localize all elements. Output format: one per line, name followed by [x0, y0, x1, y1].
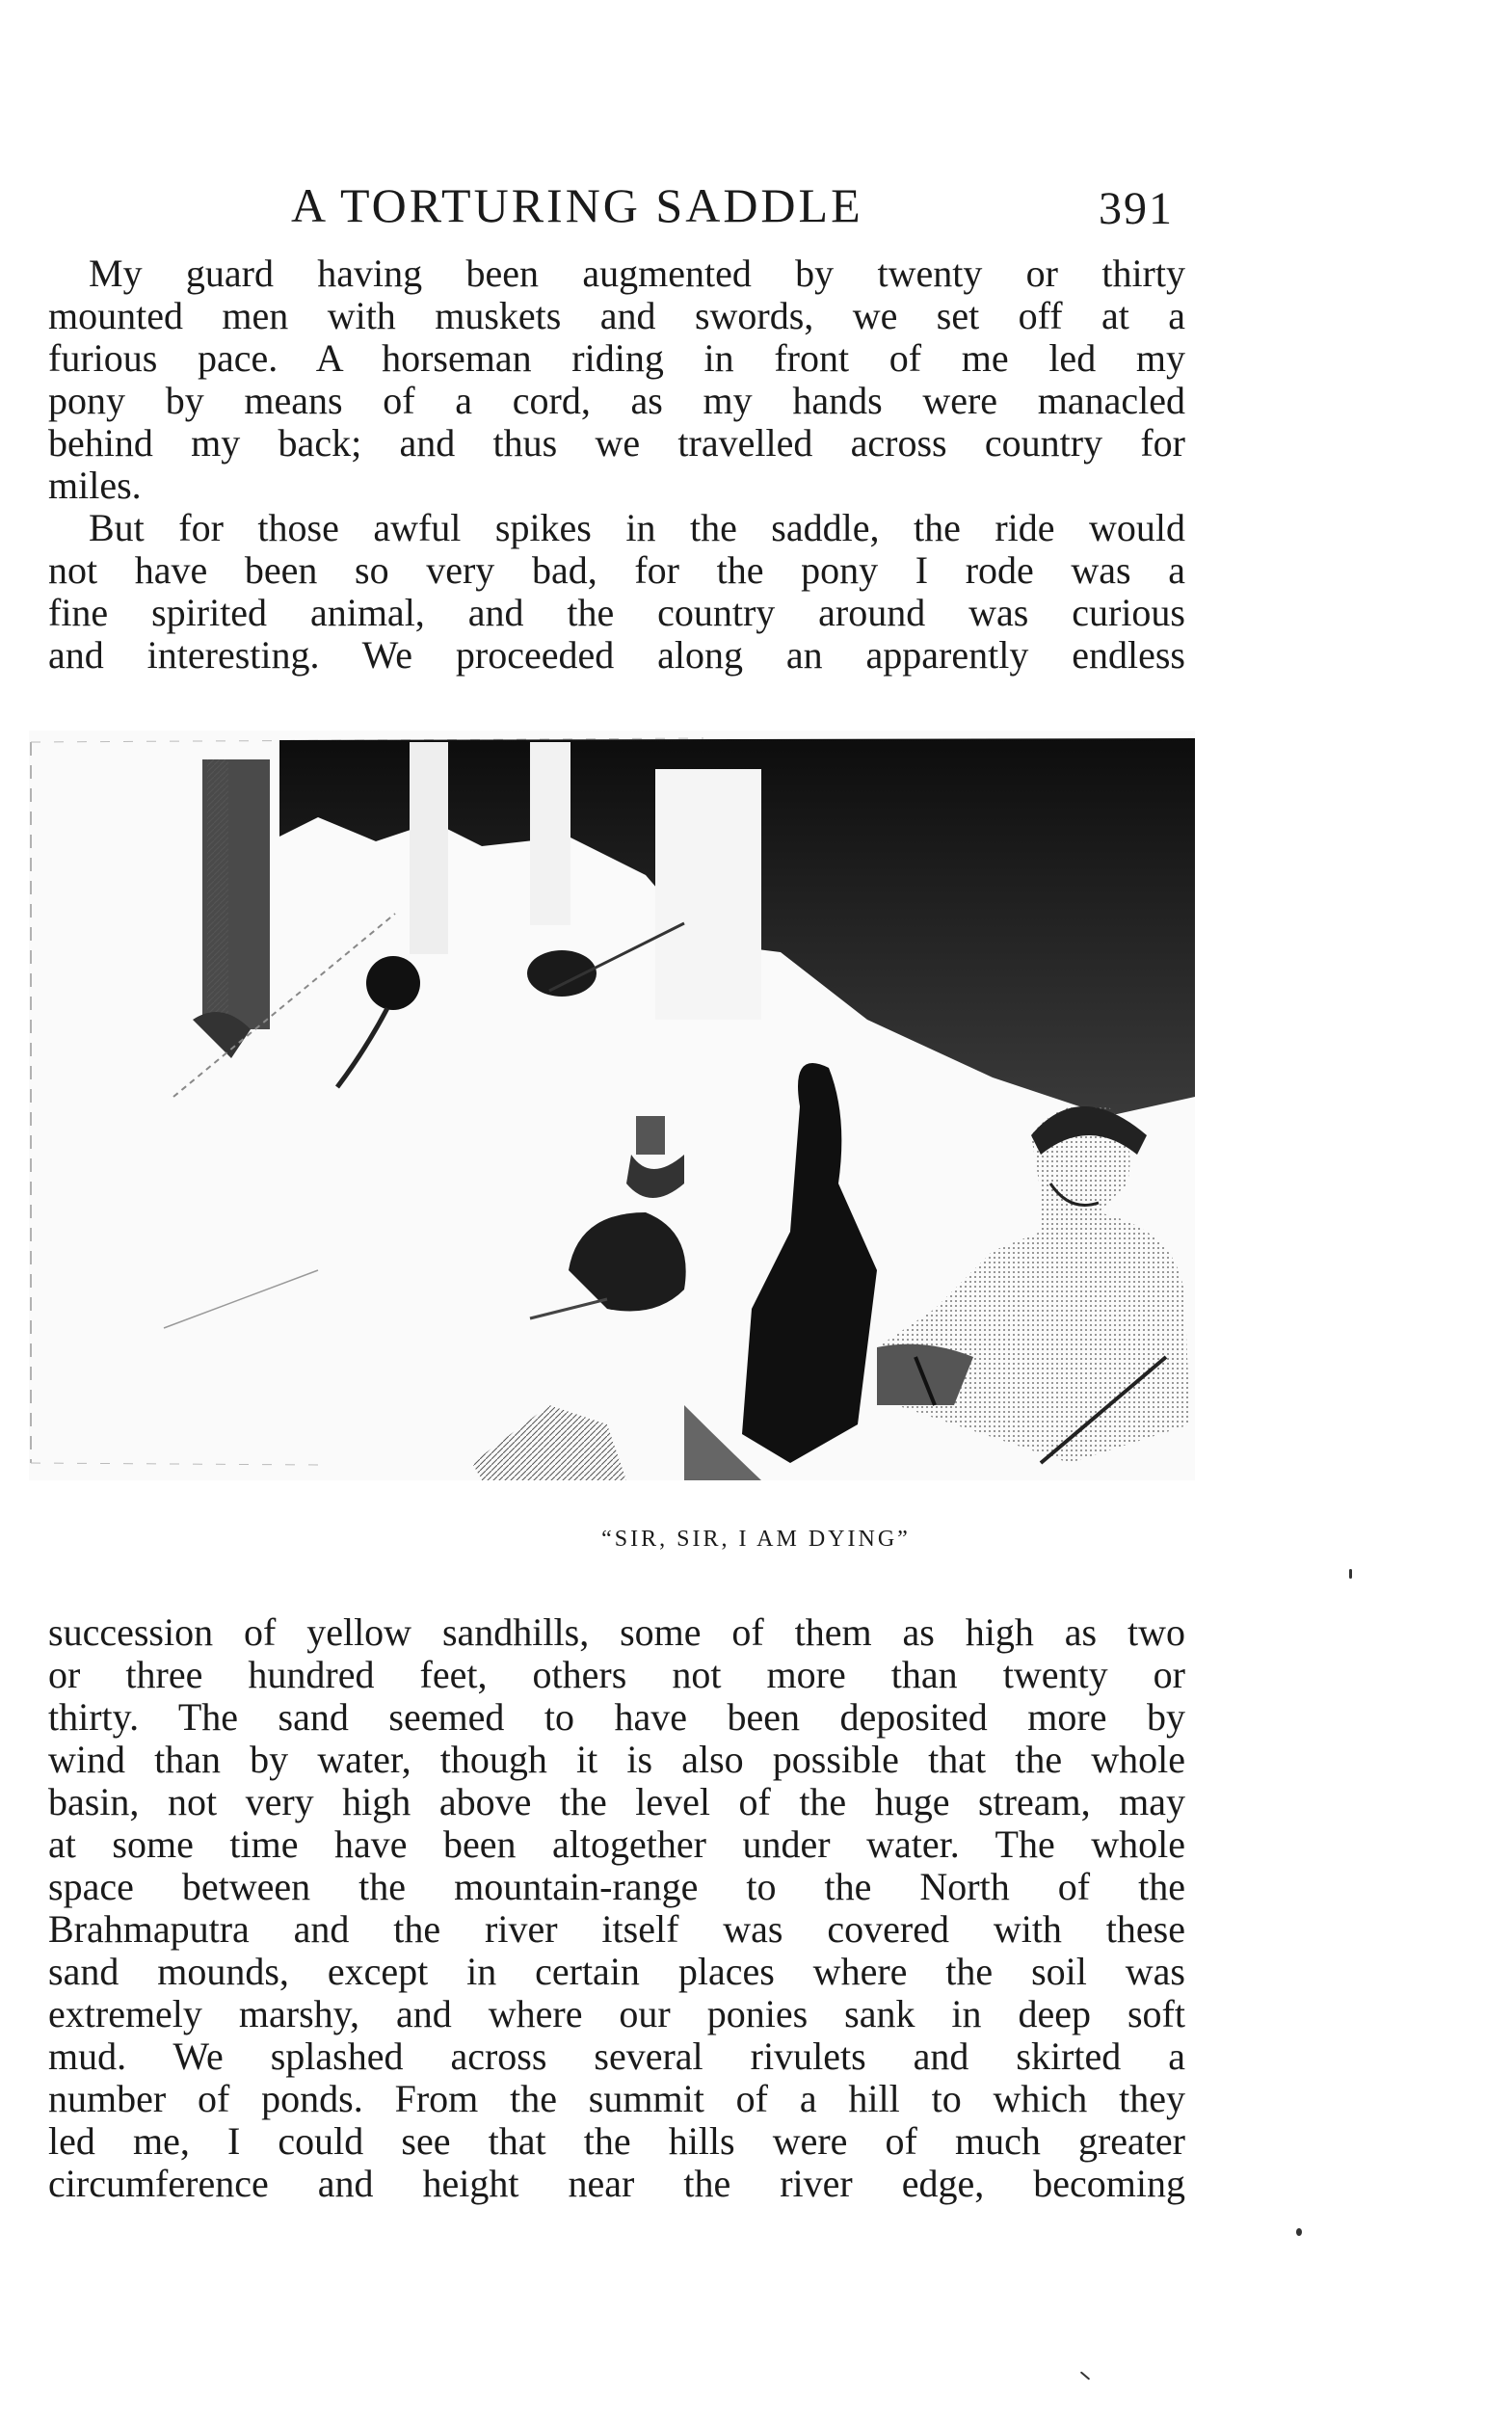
- running-title: A TORTURING SADDLE: [291, 178, 863, 232]
- illustration: [29, 731, 1195, 1480]
- text-line: furious pace. A horseman riding in front of me led my: [48, 337, 1185, 380]
- text-line: fine spirited animal, and the country around was curious: [48, 592, 1185, 634]
- paragraph-block-bottom: [48, 1611, 1185, 2205]
- text-line: circumference and height near the river edge, becoming: [48, 2163, 1185, 2205]
- text-line: and interesting. We proceeded along an apparently endless: [48, 634, 1185, 677]
- text-line: number of ponds. From the summit of a hill to which they: [48, 2078, 1185, 2120]
- text-line: mud. We splashed across several rivulets and skirted a: [48, 2035, 1185, 2078]
- text-line: But for those awful spikes in the saddle, the ride would: [89, 507, 1185, 549]
- text-line: at some time have been altogether under water. The whole: [48, 1823, 1185, 1866]
- page-header: [0, 172, 1512, 239]
- text-line: Brahmaputra and the river itself was covered with these: [48, 1908, 1185, 1951]
- print-speck: [1349, 1569, 1352, 1579]
- text-line: not have been so very bad, for the pony I rode was a: [48, 549, 1185, 592]
- text-line: extremely marshy, and where our ponies sank in deep soft: [48, 1993, 1185, 2035]
- text-line: basin, not very high above the level of the huge stream, may: [48, 1781, 1185, 1823]
- text-line: mounted men with muskets and swords, we set off at a: [48, 295, 1185, 337]
- text-line: led me, I could see that the hills were of much greater: [48, 2120, 1185, 2163]
- text-line: thirty. The sand seemed to have been deposited more by: [48, 1696, 1185, 1739]
- text-line: sand mounds, except in certain places where the soil was: [48, 1951, 1185, 1993]
- print-speck: [1296, 2228, 1302, 2236]
- text-line: miles.: [48, 465, 142, 507]
- print-speck: [1080, 2371, 1090, 2380]
- text-line: My guard having been augmented by twenty or thirty: [89, 253, 1185, 295]
- text-line: succession of yellow sandhills, some of them as high as two: [48, 1611, 1185, 1654]
- text-line: behind my back; and thus we travelled across country for: [48, 422, 1185, 465]
- text-line: pony by means of a cord, as my hands were manacled: [48, 380, 1185, 422]
- page-number: 391: [1099, 183, 1174, 234]
- text-line: space between the mountain-range to the North of the: [48, 1866, 1185, 1908]
- illustration-caption: “SIR, SIR, I AM DYING”: [601, 1527, 911, 1552]
- text-line: or three hundred feet, others not more than twenty or: [48, 1654, 1185, 1696]
- text-line: wind than by water, though it is also possible that the whole: [48, 1739, 1185, 1781]
- illustration-drawing: [29, 731, 1195, 1480]
- paragraph-block-top: [48, 253, 1185, 677]
